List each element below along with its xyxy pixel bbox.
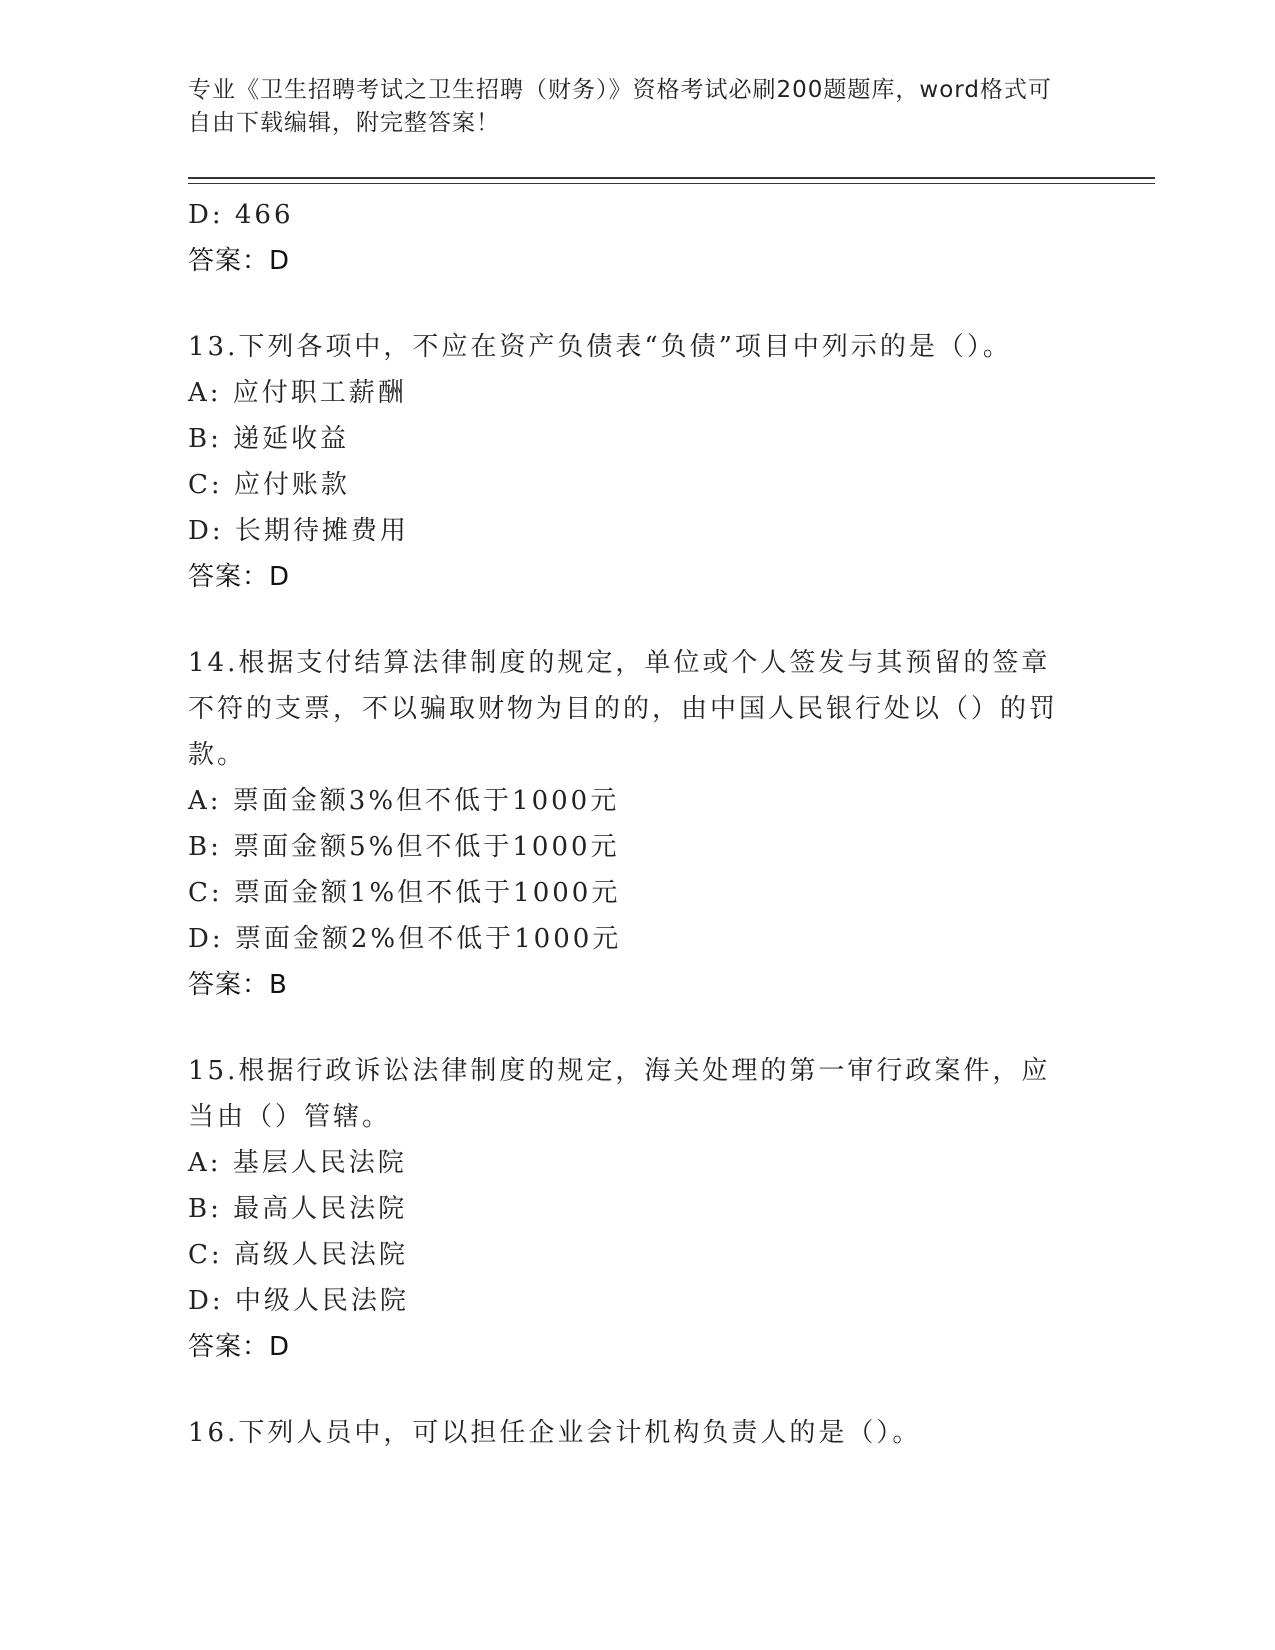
question-stem: 14.根据支付结算法律制度的规定，单位或个人签发与其预留的签章不符的支票，不以骗取财物为目的的，由中国人民银行处以（）的罚款。 xyxy=(188,648,1059,770)
question-list xyxy=(188,192,1088,1456)
option-c: C: 高级人民法院 xyxy=(188,1240,408,1270)
option-b: B: 递延收益 xyxy=(188,424,350,454)
option-a: A: 票面金额3%但不低于1000元 xyxy=(188,786,620,816)
answer: 答案：D xyxy=(188,1332,291,1362)
document-header: 专业《卫生招聘考试之卫生招聘（财务）》资格考试必刷200题题库，word格式可自由下载编辑，附完整答案！ xyxy=(188,77,1052,136)
option-c: C: 应付账款 xyxy=(188,470,350,500)
question-16 xyxy=(188,1410,1088,1456)
question-stem: 16.下列人员中，可以担任企业会计机构负责人的是（）。 xyxy=(188,1418,922,1448)
prev-option-d: D: 466 xyxy=(188,200,294,230)
question-15 xyxy=(188,1048,1088,1370)
option-b: B: 最高人民法院 xyxy=(188,1194,408,1224)
question-stem: 13.下列各项中，不应在资产负债表“负债”项目中列示的是（）。 xyxy=(188,332,1012,362)
question-14 xyxy=(188,640,1088,1008)
option-c: C: 票面金额1%但不低于1000元 xyxy=(188,878,621,908)
prev-answer: 答案：D xyxy=(188,246,291,276)
question-13 xyxy=(188,324,1088,600)
header-divider-thin xyxy=(188,183,1155,184)
option-a: A: 基层人民法院 xyxy=(188,1148,407,1178)
option-d: D: 票面金额2%但不低于1000元 xyxy=(188,924,622,954)
header-divider xyxy=(188,177,1155,179)
option-d: D: 中级人民法院 xyxy=(188,1286,409,1316)
answer: 答案：B xyxy=(188,970,288,1000)
answer: 答案：D xyxy=(188,562,291,592)
option-a: A: 应付职工薪酬 xyxy=(188,378,407,408)
option-d: D: 长期待摊费用 xyxy=(188,516,409,546)
option-b: B: 票面金额5%但不低于1000元 xyxy=(188,832,620,862)
question-stem: 15.根据行政诉讼法律制度的规定，海关处理的第一审行政案件，应当由（）管辖。 xyxy=(188,1056,1051,1132)
